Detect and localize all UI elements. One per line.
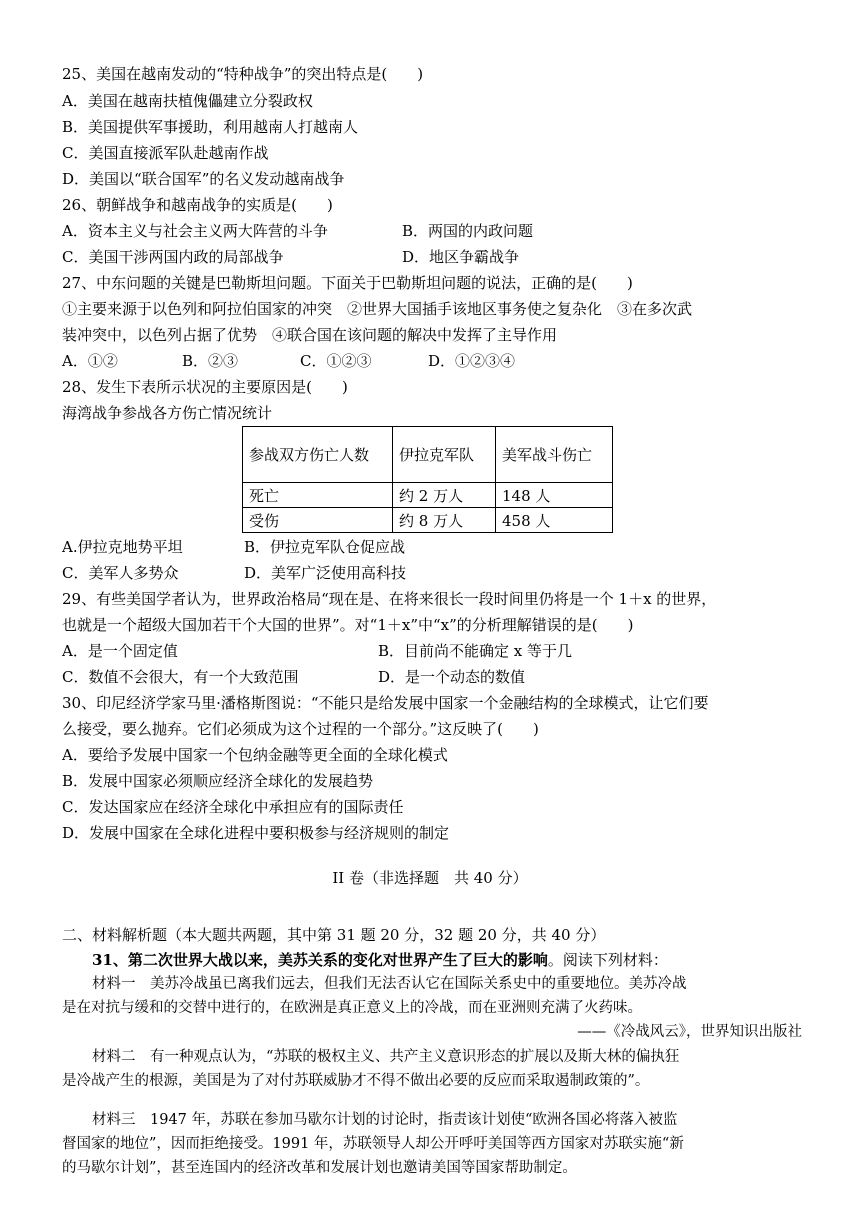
material-1-source: ——《冷战风云》，世界知识出版社 (577, 1024, 802, 1040)
q30-line1: 30、印尼经济学家马里·潘格斯图说：“不能只是给发展中国家一个金融结构的全球模式，让它们要 (62, 694, 709, 712)
q28-table-title: 海湾战争参战各方伤亡情况统计 (62, 404, 273, 422)
material-3-line1: 材料三 1947 年，苏联在参加马歇尔计划的讨论时，指责该计划使“欧洲各国必将落入被监 (92, 1112, 678, 1128)
q27-option-a: A．①② (62, 352, 118, 370)
q30-option-d: D．发展中国家在全球化进程中要积极参与经济规则的制定 (62, 824, 450, 842)
q30-line2: 么接受，要么抛弃。它们必须成为这个过程的一个部分。”这反映了( ) (62, 720, 539, 738)
section-heading: 二、材料解析题（本大题共两题，其中第 31 题 20 分，32 题 20 分，共 40 分） (62, 926, 606, 944)
table-cell-deaths-us: 148 人 (496, 483, 613, 508)
q25-option-c: C．美国直接派军队赴越南作战 (62, 144, 269, 162)
table-cell-wounded-iraq: 约 8 万人 (393, 508, 496, 533)
q27-stem: 27、中东问题的关键是巴勒斯坦问题。下面关于巴勒斯坦问题的说法，正确的是( ) (62, 274, 633, 292)
q27-line1: ①主要来源于以色列和阿拉伯国家的冲突 ②世界大国插手该地区事务使之复杂化 ③在多次武 (62, 300, 693, 318)
q26-option-c: C．美国干涉两国内政的局部战争 (62, 248, 284, 266)
material-1-line2: 是在对抗与缓和的交替中进行的，在欧洲是真正意义上的冷战，而在亚洲则充满了火药味。 (62, 1000, 642, 1016)
table-cell-wounded-label: 受伤 (243, 508, 393, 533)
q31-stem (92, 950, 668, 970)
q29-line1: 29、有些美国学者认为，世界政治格局“现在是、在将来很长一段时间里仍将是一个 1＋x 的世界， (62, 590, 717, 608)
section-title: II 卷（非选择题 共 40 分） (332, 869, 528, 887)
table-header-us: 美军战斗伤亡 (496, 427, 613, 483)
q30-option-b: B．发展中国家必须顺应经济全球化的发展趋势 (62, 772, 374, 790)
q26-option-a: A．资本主义与社会主义两大阵营的斗争 (62, 222, 328, 240)
q27-option-d: D．①②③④ (428, 352, 516, 370)
casualty-table (242, 426, 613, 533)
q28-option-a: A.伊拉克地势平坦 (62, 538, 183, 556)
material-3-line3: 的马歇尔计划”，甚至连国内的经济改革和发展计划也邀请美国等国家帮助制定。 (62, 1160, 577, 1176)
q26-stem: 26、朝鲜战争和越南战争的实质是( ) (62, 196, 333, 214)
q26-option-d: D．地区争霸战争 (402, 248, 520, 266)
q28-option-d: D．美军广泛使用高科技 (244, 564, 407, 582)
q30-option-c: C．发达国家应在经济全球化中承担应有的国际责任 (62, 798, 404, 816)
table-header-iraq: 伊拉克军队 (393, 427, 496, 483)
q28-option-b: B．伊拉克军队仓促应战 (244, 538, 406, 556)
table-cell-wounded-us: 458 人 (496, 508, 613, 533)
material-3-line2: 督国家的地位”，因而拒绝接受。1991 年，苏联领导人却公开呼吁美国等西方国家对苏联实施“新 (62, 1136, 684, 1152)
material-1-line1: 材料一 美苏冷战虽已离我们远去，但我们无法否认它在国际关系史中的重要地位。美苏冷战 (92, 976, 687, 992)
q25-option-d: D．美国以“联合国军”的名义发动越南战争 (62, 170, 345, 188)
q29-option-b: B．目前尚不能确定 x 等于几 (378, 642, 573, 660)
material-2-line1: 材料二 有一种观点认为，“苏联的极权主义、共产主义意识形态的扩展以及斯大林的偏执狂 (92, 1049, 680, 1065)
q26-option-b: B．两国的内政问题 (402, 222, 534, 240)
q29-option-a: A．是一个固定值 (62, 642, 178, 660)
q28-stem: 28、发生下表所示状况的主要原因是( ) (62, 378, 348, 396)
q31-stem-bold: 31、第二次世界大战以来，美苏关系的变化对世界产生了巨大的影响 (92, 951, 548, 969)
q25-option-b: B．美国提供军事援助，利用越南人打越南人 (62, 118, 359, 136)
q27-option-c: C．①②③ (300, 352, 372, 370)
q25-option-a: A．美国在越南扶植傀儡建立分裂政权 (62, 92, 313, 110)
q29-line2: 也就是一个超级大国加若干个大国的世界”。对“1＋x”中“x”的分析理解错误的是( ) (62, 616, 634, 634)
material-2-line2: 是冷战产生的根源，美国是为了对付苏联威胁才不得不做出必要的反应而采取遏制政策的”。 (62, 1073, 650, 1089)
q29-option-c: C．数值不会很大，有一个大致范围 (62, 668, 299, 686)
q30-option-a: A．要给予发展中国家一个包纳金融等更全面的全球化模式 (62, 746, 448, 764)
q28-option-c: C．美军人多势众 (62, 564, 179, 582)
q31-stem-rest: 。阅读下列材料： (547, 951, 668, 969)
table-header-sides: 参战双方伤亡人数 (243, 427, 393, 483)
table-cell-deaths-iraq: 约 2 万人 (393, 483, 496, 508)
q27-line2: 装冲突中，以色列占据了优势 ④联合国在该问题的解决中发挥了主导作用 (62, 326, 558, 344)
q27-option-b: B．②③ (182, 352, 239, 370)
table-cell-deaths-label: 死亡 (243, 483, 393, 508)
q25-stem: 25、美国在越南发动的“特种战争”的突出特点是( ) (62, 65, 424, 83)
q29-option-d: D．是一个动态的数值 (378, 668, 526, 686)
